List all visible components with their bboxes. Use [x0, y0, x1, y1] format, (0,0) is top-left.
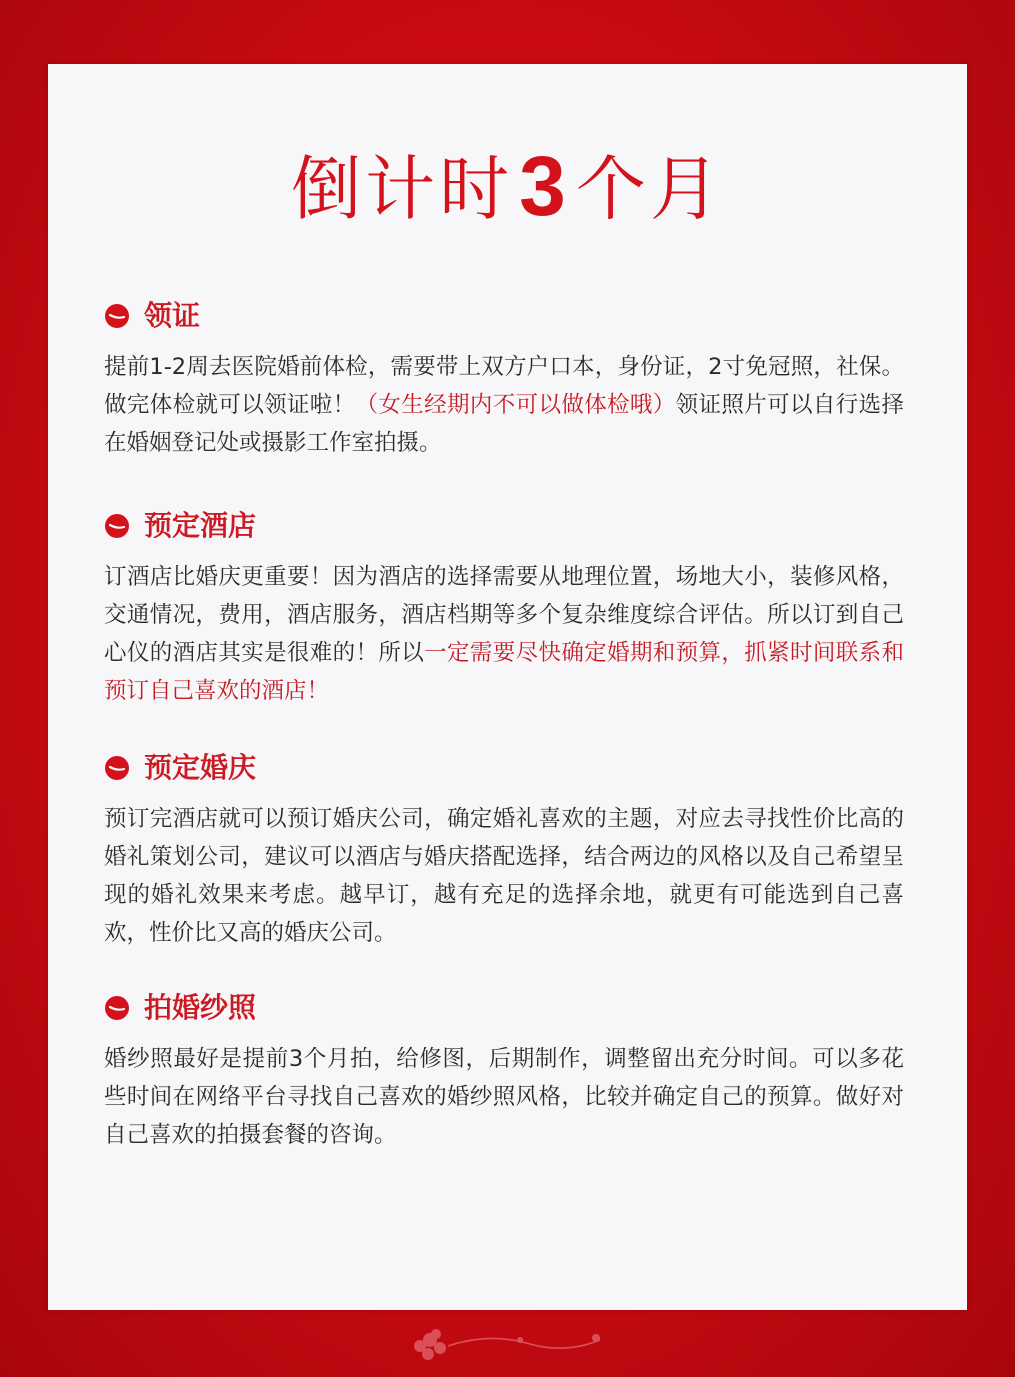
section-title: 领证	[144, 299, 201, 332]
section-book-wedding-planner	[104, 748, 904, 952]
red-circle-icon	[104, 995, 130, 1021]
section-body	[104, 348, 904, 462]
section-header	[104, 988, 904, 1028]
flower-decoration-icon	[400, 1318, 620, 1368]
body-text: 提前1-2周去医院婚前体检，需要带上双方户口本，身份证，2寸免冠照，社保。做完体检就可以领证啦！	[104, 354, 904, 418]
section-title: 预定酒店	[144, 509, 257, 542]
section-book-hotel	[104, 506, 904, 710]
page-title	[48, 139, 967, 233]
body-text-continued: 领证照片可以自行选择在婚姻登记处或摄影工作室拍摄。	[104, 392, 904, 456]
red-circle-icon	[104, 303, 130, 329]
title-suffix: 个月	[575, 148, 724, 230]
section-body: 预订完酒店就可以预订婚庆公司，确定婚礼喜欢的主题，对应去寻找性价比高的婚礼策划公司，建议可以酒店与婚庆搭配选择，结合两边的风格以及自己希望呈现的婚礼效果来考虑。越早订，越有充足的选择余地，就更有可能选到自己喜欢，性价比又高的婚庆公司。	[104, 806, 904, 946]
section-title: 拍婚纱照	[144, 991, 257, 1024]
body-text: 订酒店比婚庆更重要！因为酒店的选择需要从地理位置，场地大小，装修风格，交通情况，费用，酒店服务，酒店档期等多个复杂维度综合评估。所以订到自己心仪的酒店其实是很难的！所以	[104, 564, 904, 666]
red-circle-icon	[104, 513, 130, 539]
content-card	[48, 64, 967, 1310]
title-number: 3	[519, 139, 570, 233]
section-title: 预定婚庆	[144, 751, 257, 784]
red-circle-icon	[104, 755, 130, 781]
highlight-text: 一定需要尽快确定婚期和预算，抓紧时间联系和预订自己喜欢的酒店！	[104, 640, 904, 704]
section-header	[104, 506, 904, 546]
section-body: 婚纱照最好是提前3个月拍，给修图，后期制作，调整留出充分时间。可以多花些时间在网络平台寻找自己喜欢的婚纱照风格，比较并确定自己的预算。做好对自己喜欢的拍摄套餐的咨询。	[104, 1046, 904, 1148]
section-wedding-photos	[104, 988, 904, 1154]
section-body	[104, 558, 904, 710]
title-prefix: 倒计时	[291, 148, 514, 230]
section-marriage-license	[104, 296, 904, 462]
highlight-text: （女生经期内不可以做体检哦）	[355, 392, 676, 418]
section-header	[104, 748, 904, 788]
section-header	[104, 296, 904, 336]
